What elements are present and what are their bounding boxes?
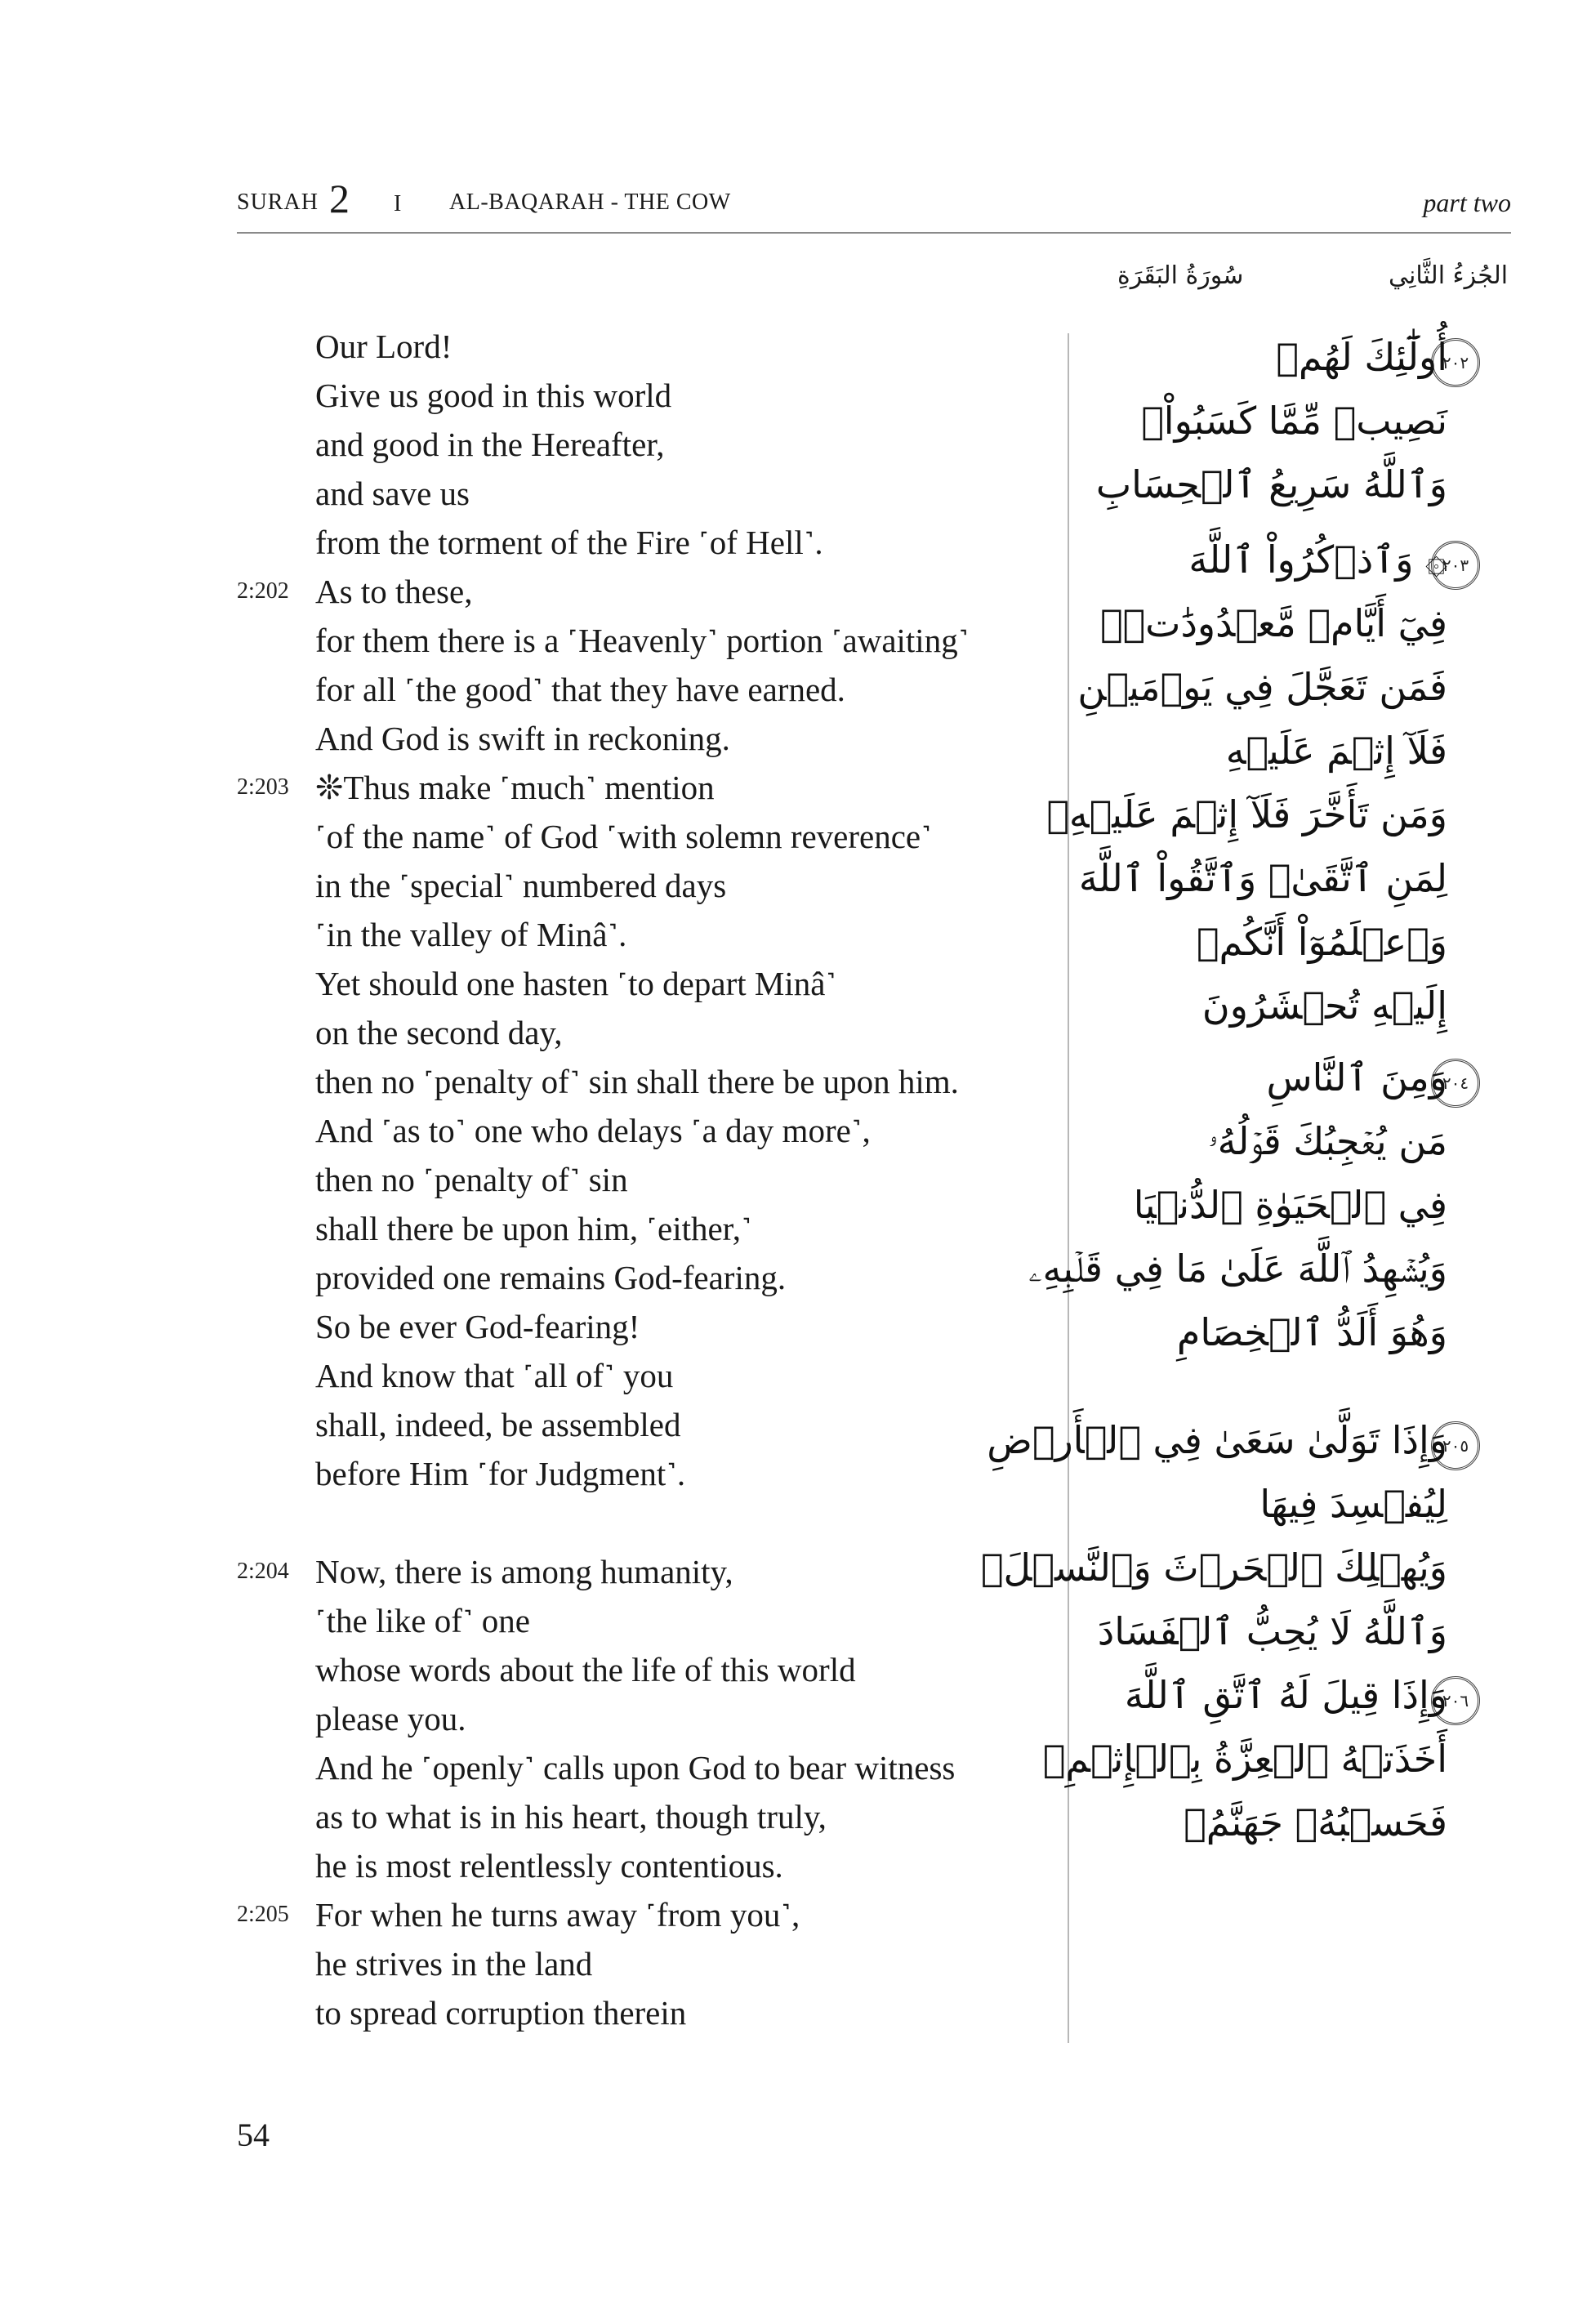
arabic-line: لِيُفۡسِدَ فِيهَا	[1259, 1482, 1447, 1526]
translation-line: provided one remains God-fearing.	[315, 1259, 787, 1296]
arabic-line: ۞ وَٱذۡكُرُواْ ٱللَّهَ	[1188, 537, 1447, 582]
arabic-line: وَهُوَ أَلَدُّ ٱلۡخِصَامِ	[1176, 1310, 1447, 1354]
translation-line: As to these,	[315, 573, 473, 610]
ayah-number-marker: ٢٠٢	[1431, 338, 1480, 387]
translation-line: and save us	[315, 475, 470, 512]
translation-line: please you.	[315, 1700, 466, 1737]
ayah-number-marker: ٢٠٣	[1431, 541, 1480, 590]
ayah-number-marker: ٢٠٥	[1431, 1421, 1480, 1470]
translation-line: in the ˹special˺ numbered days	[315, 867, 727, 904]
translation-line: for them there is a ˹Heavenly˺ portion ˹awaiting˺	[315, 622, 970, 659]
verse-ref: 2:205	[237, 1902, 289, 1927]
arabic-line: وَمَن تَأَخَّرَ فَلَآ إِثۡمَ عَلَيۡهِۖ	[1046, 792, 1447, 836]
translation-line: ˹the like of˺ one	[315, 1602, 530, 1639]
verse-ref: 2:202	[237, 578, 289, 604]
translation-line: And know that ˹all of˺ you	[315, 1357, 674, 1394]
header-rule	[237, 232, 1511, 234]
arabic-line: فَلَآ إِثۡمَ عَلَيۡهِ	[1225, 729, 1447, 773]
arabic-line: فِي ٱلۡحَيَوٰةِ ٱلدُّنۡيَا	[1133, 1183, 1447, 1227]
arabic-line: وَإِذَا قِيلَ لَهُ ٱتَّقِ ٱللَّهَ	[1124, 1673, 1447, 1717]
arabic-line: فَحَسۡبُهُۥ جَهَنَّمُۖ	[1184, 1800, 1447, 1844]
arabic-line: وَإِذَا تَوَلَّىٰ سَعَىٰ فِي ٱلۡأَرۡضِ	[987, 1418, 1447, 1462]
ayah-number-marker: ٢٠٤	[1431, 1059, 1480, 1108]
translation-line: he is most relentlessly contentious.	[315, 1847, 783, 1885]
translation-line: then no ˹penalty of˺ sin shall there be upon him.	[315, 1063, 959, 1100]
translation-line: whose words about the life of this world	[315, 1651, 856, 1688]
ayah-number-marker: ٢٠٦	[1431, 1676, 1480, 1725]
translation-line: Our Lord!	[315, 328, 452, 365]
translation-line: and good in the Hereafter,	[315, 426, 665, 463]
translation-line: from the torment of the Fire ˹of Hell˺.	[315, 524, 823, 561]
arabic-line: وَٱعۡلَمُوٓاْ أَنَّكُمۡ	[1196, 920, 1447, 964]
column-divider	[1068, 333, 1069, 2043]
part-label: part two	[1423, 188, 1511, 217]
verse-ref: 2:203	[237, 774, 289, 800]
arabic-line: وَيُشۡهِدُ ٱللَّهَ عَلَىٰ مَا فِي قَلۡبِهِۦ	[1028, 1247, 1447, 1291]
translation-line: shall, indeed, be assembled	[315, 1406, 681, 1443]
translation-line: So be ever God-fearing!	[315, 1308, 640, 1345]
surah-name: AL-BAQARAH - THE COW	[449, 190, 731, 215]
translation-line: before Him ˹for Judgment˺.	[315, 1455, 686, 1492]
translation-line: ❊Thus make ˹much˺ mention	[315, 769, 715, 806]
arabic-line: أَخَذَتۡهُ ٱلۡعِزَّةُ بِٱلۡإِثۡمِۚ	[1042, 1737, 1447, 1781]
arabic-surah-heading: سُورَةُ البَقَرَةِ	[1117, 261, 1244, 290]
arabic-line: أُولَٰٓئِكَ لَهُمۡ	[1276, 335, 1447, 379]
translation-line: And ˹as to˺ one who delays ˹a day more˺,	[315, 1112, 871, 1149]
arabic-line: وَٱللَّهُ لَا يُحِبُّ ٱلۡفَسَادَ	[1097, 1609, 1447, 1653]
translation-line: then no ˹penalty of˺ sin	[315, 1161, 628, 1198]
arabic-line: وَيُهۡلِكَ ٱلۡحَرۡثَ وَٱلنَّسۡلَۚ	[980, 1546, 1447, 1590]
translation-line: on the second day,	[315, 1014, 563, 1051]
translation-line: For when he turns away ˹from you˺,	[315, 1896, 800, 1934]
translation-line: ˹in the valley of Minâ˺.	[315, 916, 627, 953]
translation-line: And God is swift in reckoning.	[315, 720, 730, 757]
arabic-line: فِيٓ أَيَّامٖ مَّعۡدُودَٰتٖۚ	[1099, 601, 1447, 645]
translation-line: to spread corruption therein	[315, 1994, 687, 2032]
translation-line: he strives in the land	[315, 1945, 593, 1983]
translation-line: as to what is in his heart, though truly,	[315, 1798, 827, 1835]
running-header	[237, 176, 1511, 230]
surah-label: SURAH	[237, 190, 319, 215]
translation-line: And he ˹openly˺ calls upon God to bear witness	[315, 1749, 956, 1786]
translation-line: Yet should one hasten ˹to depart Minâ˺	[315, 965, 837, 1002]
arabic-line: فَمَن تَعَجَّلَ فِي يَوۡمَيۡنِ	[1077, 665, 1447, 709]
verse-ref: 2:204	[237, 1559, 289, 1584]
surah-number: 2	[329, 176, 350, 221]
translation-line: shall there be upon him, ˹either,˺	[315, 1210, 752, 1247]
arabic-line: وَمِنَ ٱلنَّاسِ	[1266, 1055, 1447, 1100]
translation-line: Give us good in this world	[315, 377, 672, 414]
translation-line: ˹of the name˺ of God ˹with solemn reverence˺	[315, 818, 932, 855]
arabic-line: نَصِيبٞ مِّمَّا كَسَبُواْۚ	[1141, 399, 1447, 443]
arabic-line: وَٱللَّهُ سَرِيعُ ٱلۡحِسَابِ	[1095, 462, 1447, 506]
arabic-part-heading: الجُزءُ الثَّانِي	[1389, 261, 1509, 290]
arabic-line: مَن يُعۡجِبُكَ قَوۡلُهُۥ	[1208, 1119, 1447, 1163]
arabic-line: لِمَنِ ٱتَّقَىٰۗ وَٱتَّقُواْ ٱللَّهَ	[1078, 856, 1447, 900]
translation-line: for all ˹the good˺ that they have earned.	[315, 671, 845, 708]
arabic-line: إِلَيۡهِ تُحۡشَرُونَ	[1201, 984, 1447, 1028]
header-separator: I	[394, 191, 402, 216]
page-number: 54	[237, 2117, 270, 2153]
translation-line: Now, there is among humanity,	[315, 1553, 733, 1590]
